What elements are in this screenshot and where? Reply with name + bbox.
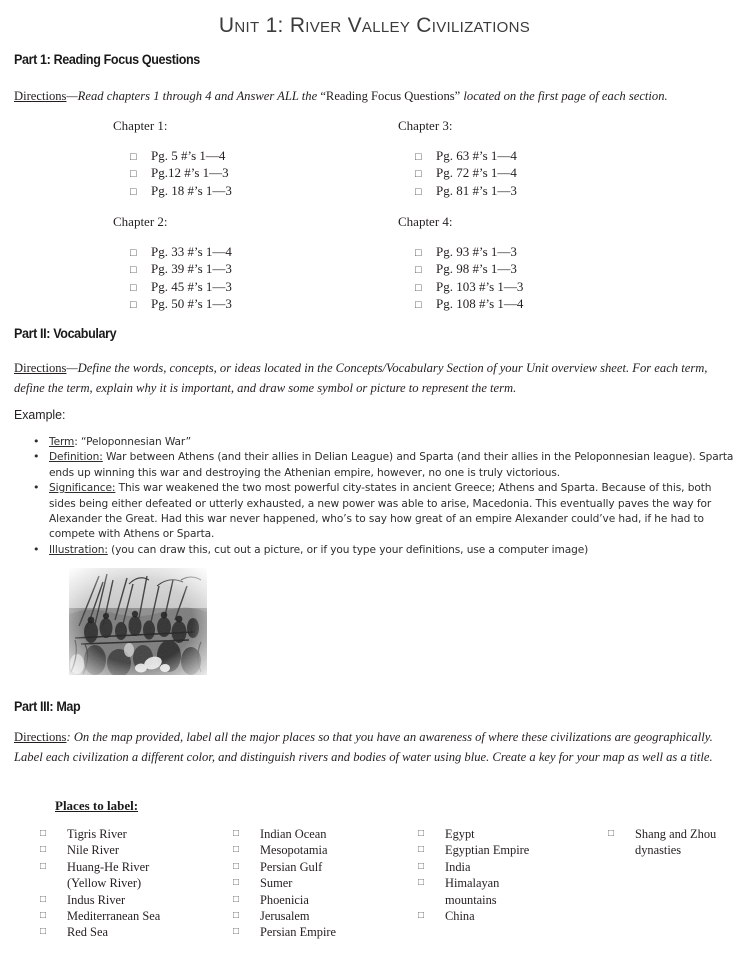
list-item[interactable] bbox=[40, 826, 160, 842]
checkbox-icon[interactable]: □ bbox=[415, 151, 422, 163]
list-item-label: Pg. 98 #’s 1—3 bbox=[436, 261, 517, 277]
list-item-continuation bbox=[40, 875, 160, 891]
section-heading-part1: Part 1: Reading Focus Questions bbox=[14, 52, 200, 67]
list-item[interactable] bbox=[233, 892, 336, 908]
list-item-label: Pg.12 #’s 1—3 bbox=[151, 165, 229, 181]
list-item-label: Pg. 5 #’s 1—4 bbox=[151, 148, 226, 163]
list-item[interactable] bbox=[233, 924, 336, 940]
list-item[interactable] bbox=[233, 859, 336, 875]
checkbox-icon[interactable]: □ bbox=[418, 877, 425, 889]
list-item-label: dynasties bbox=[635, 843, 682, 858]
list-item-label: Pg. 39 #’s 1—3 bbox=[151, 261, 232, 277]
directions-label: Directions bbox=[14, 730, 67, 744]
chapter-list-1 bbox=[130, 148, 232, 200]
list-item-label: Jerusalem bbox=[260, 909, 310, 924]
list-item[interactable] bbox=[415, 296, 523, 313]
list-item-definition bbox=[14, 450, 739, 481]
list-item-continuation bbox=[608, 842, 716, 858]
list-item-label: Pg. 45 #’s 1—3 bbox=[151, 278, 232, 294]
bullet-label: Significance: bbox=[49, 482, 116, 495]
list-item[interactable] bbox=[418, 875, 529, 891]
places-column-1 bbox=[40, 826, 160, 941]
list-item-label: Himalayan bbox=[445, 876, 500, 891]
checkbox-icon[interactable]: □ bbox=[233, 828, 240, 839]
list-item[interactable] bbox=[233, 875, 336, 891]
list-item[interactable] bbox=[40, 908, 160, 924]
list-item-label: Pg. 18 #’s 1—3 bbox=[151, 182, 232, 198]
list-item-label: Pg. 50 #’s 1—3 bbox=[151, 295, 232, 311]
checkbox-icon[interactable]: □ bbox=[233, 877, 240, 889]
list-item[interactable] bbox=[608, 826, 716, 842]
checkbox-icon[interactable]: □ bbox=[415, 264, 422, 277]
list-item-label: (Yellow River) bbox=[67, 876, 142, 891]
bullet-label: Illustration: bbox=[49, 543, 108, 556]
chapter-label-2: Chapter 2: bbox=[113, 214, 168, 229]
checkbox-icon[interactable]: □ bbox=[608, 828, 615, 839]
list-item-label: Egypt bbox=[445, 827, 475, 841]
checkbox-icon[interactable]: □ bbox=[130, 168, 137, 181]
list-item[interactable] bbox=[40, 924, 160, 940]
section-heading-part3: Part III: Map bbox=[14, 699, 81, 714]
checkbox-icon[interactable]: □ bbox=[40, 844, 47, 856]
chapter-label-1: Chapter 1: bbox=[113, 118, 168, 133]
list-item[interactable] bbox=[40, 892, 160, 908]
list-item-label: Egyptian Empire bbox=[445, 843, 530, 858]
list-item-label: Indian Ocean bbox=[260, 827, 327, 841]
list-item-continuation bbox=[418, 892, 529, 908]
list-item[interactable] bbox=[130, 148, 232, 165]
list-item[interactable] bbox=[233, 826, 336, 842]
list-item[interactable] bbox=[415, 279, 523, 296]
list-item[interactable] bbox=[415, 244, 523, 261]
list-item[interactable] bbox=[418, 842, 529, 858]
list-item[interactable] bbox=[130, 165, 232, 182]
chapter-label-3: Chapter 3: bbox=[398, 118, 453, 133]
places-to-label-heading: Places to label: bbox=[55, 798, 139, 813]
list-item[interactable] bbox=[40, 842, 160, 858]
list-item[interactable] bbox=[418, 826, 529, 842]
checkbox-icon[interactable]: □ bbox=[418, 828, 425, 839]
list-item[interactable] bbox=[418, 908, 529, 924]
list-item-label: Nile River bbox=[67, 843, 119, 858]
list-item-illustration bbox=[14, 543, 739, 558]
directions-text: On the map provided, label all the major places so that you have an awareness of where these civilizations are geographically. Label each civilization a different color, and distinguish rivers and bodies of water using blue. Create a key for your map as well as a title. bbox=[14, 730, 713, 764]
page-title: Unit 1: River Valley Civilizations bbox=[218, 14, 531, 37]
list-item-label: Persian Empire bbox=[260, 925, 337, 940]
directions-part3 bbox=[14, 727, 729, 767]
list-item-label: Pg. 108 #’s 1—4 bbox=[436, 295, 524, 311]
places-column-3 bbox=[418, 826, 529, 924]
checkbox-icon[interactable]: □ bbox=[418, 844, 425, 856]
checkbox-icon[interactable]: □ bbox=[415, 168, 422, 181]
checkbox-icon[interactable]: □ bbox=[130, 185, 137, 198]
places-column-2 bbox=[233, 826, 336, 941]
list-item[interactable] bbox=[415, 165, 517, 182]
checkbox-icon[interactable]: □ bbox=[415, 185, 422, 198]
checkbox-icon[interactable]: □ bbox=[233, 860, 240, 872]
directions-label: Directions bbox=[14, 361, 67, 375]
list-item-label: Shang and Zhou bbox=[635, 827, 717, 841]
bullet-label-suffix: : bbox=[74, 436, 78, 448]
chapter-list-2 bbox=[130, 244, 232, 313]
battle-scene-engraving-image bbox=[69, 568, 207, 675]
chapter-list-4 bbox=[415, 244, 523, 313]
checkbox-icon[interactable]: □ bbox=[415, 298, 422, 311]
directions-text-b: located on the first page of each section. bbox=[460, 89, 668, 103]
bullet-text: This war weakened the two most powerful city-states in ancient Greece; Athens and Sparta. Because of this, both sides being either defeated or utterly exhausted, a new power was able to arise, Macedonia. This eventually paves the way for Alexander the Great. Had this war never happened, who’s to say how great of an empire Alexander could’ve had, if he had to compete with Athens or Sparta. bbox=[49, 482, 712, 541]
checkbox-icon[interactable]: □ bbox=[130, 264, 137, 277]
directions-quoted: “Reading Focus Questions” bbox=[320, 89, 461, 103]
list-item-label: Pg. 103 #’s 1—3 bbox=[436, 278, 524, 294]
directions-text: Define the words, concepts, or ideas located in the Concepts/Vocabulary Section of your Unit overview sheet. For each term, define the term, explain why it is important, and draw some symbol or picture to represent the term. bbox=[14, 361, 708, 395]
list-item[interactable] bbox=[130, 279, 232, 296]
directions-dash: — bbox=[66, 361, 78, 375]
engraving-svg bbox=[69, 568, 207, 675]
list-item-label: Red Sea bbox=[67, 925, 108, 940]
checkbox-icon[interactable]: □ bbox=[40, 893, 47, 905]
list-item-label: Phoenicia bbox=[260, 892, 309, 907]
checkbox-icon[interactable]: □ bbox=[233, 926, 240, 938]
checkbox-icon[interactable]: □ bbox=[130, 247, 137, 259]
checkbox-icon[interactable]: □ bbox=[418, 860, 425, 872]
vocabulary-example-list bbox=[14, 435, 739, 558]
list-item-label: mountains bbox=[445, 892, 497, 907]
list-item-label: Indus River bbox=[67, 892, 126, 907]
checkbox-icon[interactable]: □ bbox=[130, 281, 137, 294]
list-item[interactable] bbox=[40, 859, 160, 875]
checkbox-icon[interactable]: □ bbox=[40, 860, 47, 872]
directions-text-a: Read chapters 1 through 4 and Answer ALL the bbox=[77, 89, 321, 103]
list-item-label: Persian Gulf bbox=[260, 859, 323, 874]
list-item[interactable] bbox=[130, 261, 232, 278]
list-item[interactable] bbox=[130, 183, 232, 200]
list-item-label: Tigris River bbox=[67, 827, 127, 841]
list-item-label: Pg. 93 #’s 1—3 bbox=[436, 244, 517, 259]
directions-colon: : bbox=[66, 730, 71, 744]
checkbox-icon[interactable]: □ bbox=[40, 926, 47, 938]
list-item-label: Mesopotamia bbox=[260, 843, 328, 858]
checkbox-icon[interactable]: □ bbox=[130, 298, 137, 311]
list-item-label: India bbox=[445, 859, 471, 874]
bullet-label: Definition: bbox=[49, 451, 103, 464]
section-heading-part2: Part II: Vocabulary bbox=[14, 326, 117, 341]
checkbox-icon[interactable]: □ bbox=[40, 828, 47, 839]
bullet-label: Term bbox=[49, 436, 75, 448]
directions-dash: — bbox=[66, 89, 78, 103]
checkbox-icon[interactable]: □ bbox=[40, 910, 47, 922]
checkbox-icon[interactable]: □ bbox=[233, 910, 240, 922]
checkbox-icon[interactable]: □ bbox=[415, 247, 422, 259]
list-item-label: China bbox=[445, 909, 475, 924]
example-label: Example: bbox=[14, 407, 66, 422]
list-item-label: Pg. 72 #’s 1—4 bbox=[436, 165, 517, 181]
list-item[interactable] bbox=[418, 859, 529, 875]
places-column-4 bbox=[608, 826, 716, 859]
list-item[interactable] bbox=[233, 842, 336, 858]
list-item-term bbox=[14, 435, 739, 450]
checkbox-icon[interactable]: □ bbox=[418, 910, 425, 922]
directions-part1 bbox=[14, 86, 739, 106]
list-item-significance bbox=[14, 481, 739, 543]
list-item-label: Pg. 81 #’s 1—3 bbox=[436, 182, 517, 198]
chapter-list-3 bbox=[415, 148, 517, 200]
list-item[interactable] bbox=[415, 261, 523, 278]
directions-part2 bbox=[14, 358, 736, 398]
chapter-label-4: Chapter 4: bbox=[398, 214, 453, 229]
list-item[interactable] bbox=[415, 183, 517, 200]
list-item-label: Sumer bbox=[260, 876, 293, 891]
bullet-text: (you can draw this, cut out a picture, or if you type your definitions, use a computer image) bbox=[107, 543, 589, 556]
checkbox-icon[interactable]: □ bbox=[130, 151, 137, 163]
checkbox-icon[interactable]: □ bbox=[233, 893, 240, 905]
list-item[interactable] bbox=[233, 908, 336, 924]
list-item-label: Pg. 33 #’s 1—4 bbox=[151, 244, 232, 259]
bullet-text: War between Athens (and their allies in Delian League) and Sparta (and their allies in the Peloponnesian league). Sparta ends up winning this war and destroying the Athenian empire, however, no one is truly victorious. bbox=[49, 451, 734, 479]
bullet-text: “Peloponnesian War” bbox=[77, 436, 192, 448]
list-item-label: Pg. 63 #’s 1—4 bbox=[436, 148, 517, 163]
list-item-label: Mediterranean Sea bbox=[67, 909, 161, 924]
list-item[interactable] bbox=[130, 244, 232, 261]
checkbox-icon[interactable]: □ bbox=[415, 281, 422, 294]
checkbox-icon[interactable]: □ bbox=[233, 844, 240, 856]
list-item[interactable] bbox=[415, 148, 517, 165]
list-item-label: Huang-He River bbox=[67, 859, 150, 874]
directions-label: Directions bbox=[14, 89, 67, 103]
list-item[interactable] bbox=[130, 296, 232, 313]
